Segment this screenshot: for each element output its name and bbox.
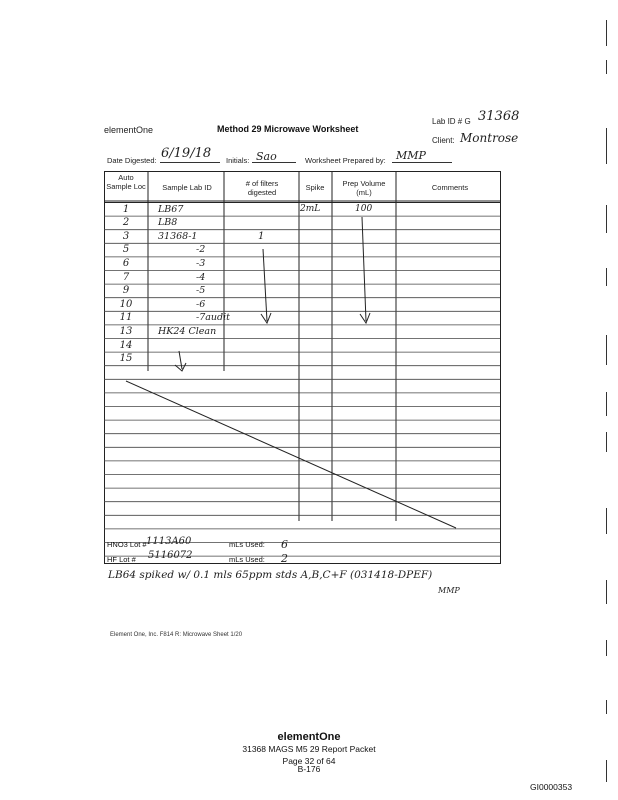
- hno3-ml-value: 6: [281, 538, 288, 551]
- form-footer: Element One, Inc. F814 R: Microwave Sheet 1/20: [110, 632, 243, 638]
- row-loc: 13: [119, 325, 133, 337]
- scan-edge-mark: [606, 205, 615, 233]
- date-label: Date Digested:: [107, 156, 157, 165]
- note-initials: MMP: [438, 586, 460, 595]
- row-sample-id: -2: [196, 244, 206, 256]
- spike-note: LB64 spiked w/ 0.1 mls 65ppm stds A,B,C+F (031418-DPEF): [108, 569, 433, 581]
- col-auto-sample-loc: Auto Sample Loc: [106, 173, 146, 191]
- worksheet-title: Method 29 Microwave Worksheet: [217, 124, 359, 134]
- client-label: Client:: [432, 136, 455, 145]
- scan-edge-mark: [606, 20, 615, 46]
- arrow-sample: [179, 351, 182, 369]
- lab-id-value: 31368: [478, 109, 520, 124]
- row-loc: 10: [119, 298, 133, 310]
- company-name: elementOne: [104, 125, 154, 135]
- scan-edge-mark: [606, 760, 615, 782]
- strike-line: [126, 381, 456, 528]
- arrow-volume: [362, 217, 366, 321]
- document-id: GI0000353: [530, 782, 573, 792]
- hno3-lot-label: HNO3 Lot #: [107, 540, 147, 549]
- scan-edge-mark: [606, 432, 615, 452]
- row-sample-id: -6: [196, 298, 206, 310]
- row-loc: 3: [122, 230, 130, 242]
- arrow-filters: [263, 249, 267, 321]
- row-sample-id: -5: [196, 285, 206, 297]
- row-loc: 9: [122, 285, 130, 297]
- initials-value: Sao: [256, 150, 277, 163]
- lab-id-label: Lab ID # G: [432, 117, 471, 126]
- col-comments: Comments: [431, 183, 469, 192]
- row-loc: 2: [122, 217, 130, 229]
- row-loc: 15: [119, 353, 133, 365]
- col-spike: Spike: [305, 183, 325, 192]
- row-loc: 5: [122, 244, 130, 256]
- worksheet-prepared-value: MMP: [396, 149, 426, 162]
- scan-edge-mark: [606, 392, 615, 416]
- row-spike: 2mL: [300, 203, 321, 214]
- row-loc: 7: [122, 271, 130, 283]
- footer-brand: elementOne: [277, 731, 341, 743]
- initials-underline: [252, 162, 296, 163]
- page-number: Page 32 of 64: [282, 756, 336, 766]
- hf-lot-label: HF Lot #: [107, 555, 136, 564]
- scan-edge-mark: [606, 580, 615, 604]
- row-sample-id: 31368-1: [158, 230, 198, 242]
- row-sample-id: HK24 Clean: [158, 325, 217, 337]
- scan-edge-mark: [606, 268, 615, 286]
- row-sample-id: -3: [196, 257, 206, 269]
- page-code: B-176: [297, 764, 321, 774]
- worksheet-underline: [392, 162, 452, 163]
- date-underline: [160, 162, 220, 163]
- hf-ml-label: mLs Used:: [229, 555, 265, 564]
- row-filters: 1: [258, 230, 265, 242]
- row-loc: 6: [122, 257, 130, 269]
- hno3-ml-label: mLs Used:: [229, 540, 265, 549]
- row-loc: 14: [119, 339, 133, 351]
- report-packet: 31368 MAGS M5 29 Report Packet: [242, 744, 376, 754]
- date-value: 6/19/18: [161, 146, 212, 161]
- row-sample-id: LB8: [158, 217, 178, 229]
- col-prep-volume: Prep Volume (mL): [342, 179, 386, 197]
- row-sample-id: LB67: [158, 203, 184, 215]
- col-sample-lab-id: Sample Lab ID: [162, 183, 212, 192]
- col-filters-digested: # of filters digested: [245, 179, 279, 197]
- row-sample-id: -4: [196, 271, 206, 283]
- hf-ml-value: 2: [281, 552, 288, 565]
- scan-edge-mark: [606, 640, 615, 656]
- row-loc: 11: [119, 312, 133, 324]
- row-loc: 1: [122, 203, 130, 215]
- scan-edge-mark: [606, 128, 615, 164]
- row-sample-id: -7audit: [196, 312, 230, 324]
- initials-label: Initials:: [226, 156, 250, 165]
- hf-lot-value: 5116072: [148, 550, 193, 561]
- scan-edge-mark: [606, 335, 615, 365]
- scan-edge-mark: [606, 60, 615, 74]
- row-volume: 100: [355, 203, 373, 214]
- scan-edge-mark: [606, 508, 615, 534]
- worksheet-prepared-label: Worksheet Prepared by:: [305, 156, 386, 165]
- client-value: Montrose: [460, 131, 519, 145]
- hno3-lot-value: 1113A60: [146, 536, 192, 547]
- scan-edge-mark: [606, 700, 615, 714]
